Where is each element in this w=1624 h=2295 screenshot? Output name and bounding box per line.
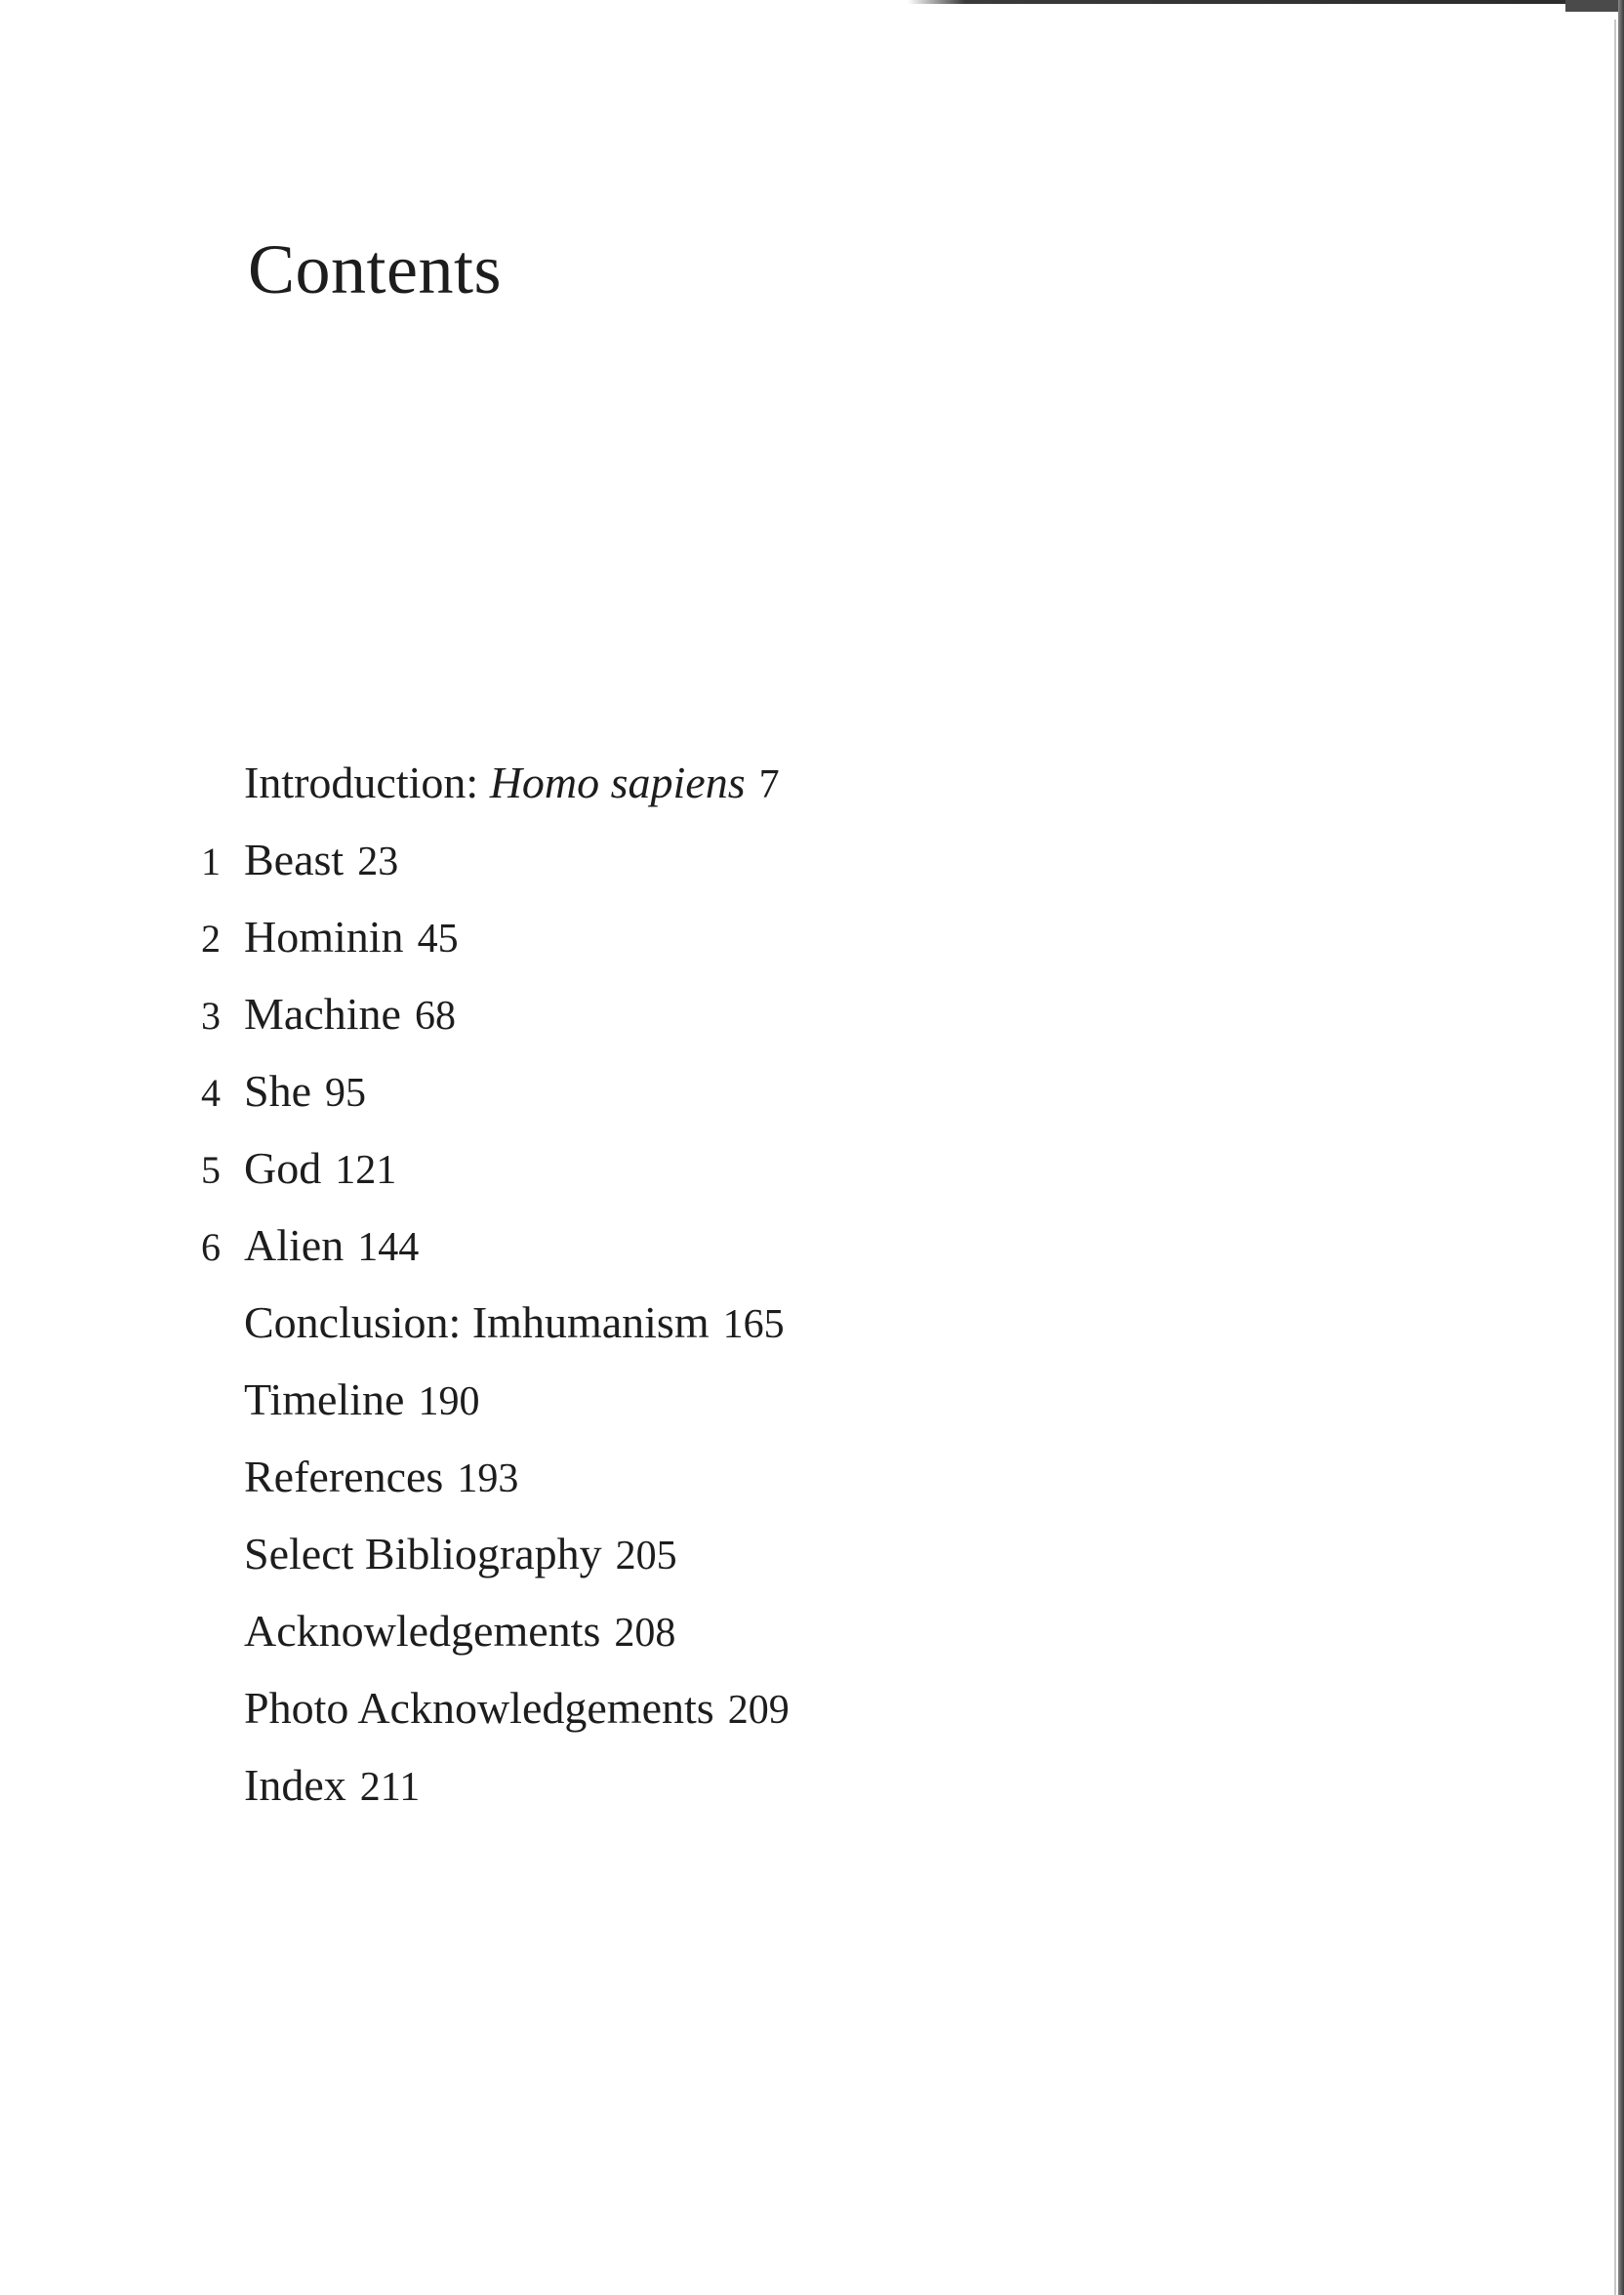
toc-entry-number: 3: [201, 994, 221, 1038]
toc-entry-page: 208: [614, 1611, 676, 1656]
toc-entry: [201, 1216, 790, 1293]
toc-entry-number: 6: [201, 1225, 221, 1269]
toc-entry-label: Photo Acknowledgements: [244, 1683, 714, 1733]
toc-entry: [201, 1756, 790, 1833]
toc-entry: [201, 754, 790, 831]
toc-entry-page: 190: [418, 1379, 480, 1424]
toc-entry: [201, 1602, 790, 1679]
toc-entry-page: 7: [758, 762, 780, 807]
toc-entry-page: 165: [722, 1302, 785, 1347]
toc-entry-page: 144: [357, 1225, 420, 1270]
toc-entry-page: 23: [357, 840, 399, 884]
toc-entry-label: Timeline: [244, 1374, 405, 1424]
scan-edge-top: [908, 0, 1624, 4]
toc-entry-number: 4: [201, 1071, 221, 1115]
toc-entry-label: Beast: [244, 835, 345, 884]
toc-entry-label: Conclusion: Imhumanism: [244, 1297, 710, 1347]
toc-entry-page: 68: [414, 994, 456, 1039]
toc-entry: [201, 1062, 790, 1139]
toc-entry: [201, 1525, 790, 1602]
scan-edge-right: [1618, 0, 1624, 2295]
toc-entry-page: 209: [727, 1688, 790, 1733]
toc-entry-page: 205: [615, 1534, 677, 1578]
toc-entry-label: Introduction:: [244, 758, 490, 807]
toc-entry-label: She: [244, 1066, 311, 1116]
toc-entry-number: 5: [201, 1148, 221, 1192]
toc-entry-label: Select Bibliography: [244, 1529, 602, 1578]
toc-entry-page: 211: [359, 1765, 421, 1810]
table-of-contents: [201, 754, 790, 1833]
toc-entry-label: Hominin: [244, 912, 404, 962]
toc-entry-page: 95: [325, 1071, 366, 1116]
toc-entry: [201, 908, 790, 985]
scan-edge-right-inner: [1614, 20, 1616, 2295]
toc-entry-page: 45: [417, 917, 459, 962]
toc-entry-label: Machine: [244, 989, 401, 1039]
toc-entry-label: References: [244, 1452, 444, 1501]
page-title: Contents: [248, 230, 503, 308]
toc-entry-label-italic: Homo sapiens: [489, 758, 746, 807]
toc-entry: [201, 1448, 790, 1525]
toc-entry-label: God: [244, 1143, 322, 1193]
scan-edge-corner: [1565, 0, 1624, 12]
toc-entry-page: 193: [457, 1456, 519, 1501]
toc-entry: [201, 831, 790, 908]
toc-entry: [201, 1139, 790, 1216]
toc-entry-number: 1: [201, 840, 221, 883]
toc-entry-label: Index: [244, 1760, 346, 1810]
toc-entry-number: 2: [201, 917, 221, 961]
toc-entry: [201, 1293, 790, 1371]
toc-entry: [201, 1679, 790, 1756]
toc-entry-page: 121: [335, 1148, 397, 1193]
toc-entry-label: Acknowledgements: [244, 1606, 601, 1656]
toc-entry-label: Alien: [244, 1220, 345, 1270]
toc-entry: [201, 1371, 790, 1448]
toc-entry: [201, 985, 790, 1062]
